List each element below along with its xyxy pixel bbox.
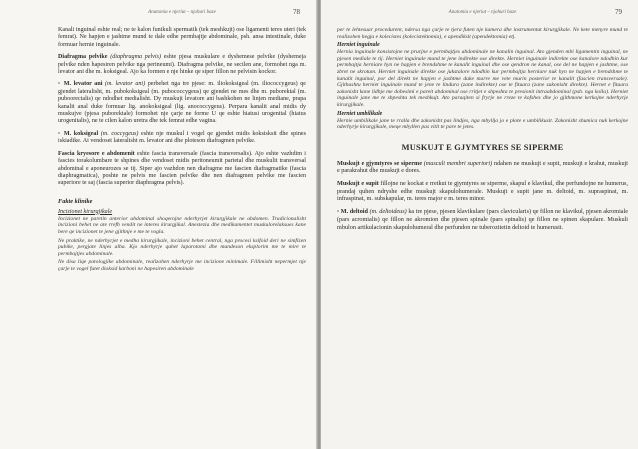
running-head-text: Anatomia e njeriut – njohuri baze [148,10,216,15]
latin-term: (diaphragma pelvis) [110,54,161,61]
paragraph-upper-limb-muscles [337,160,628,175]
bullet-icon: ▫ [337,208,340,215]
paragraph-text: Kanali inguinal eshte real; ne te kalon funikuli spermatik (tek meshkujt) ose ligamenti teres uteri (tek femrat). Ne hapjen e jashtme mund te dale edhe permbajtje abdominale, psh. ansa intestinale, duke formuar hernie inguinale. [58,27,306,48]
clinical-facts-heading: Fakte klinike [58,197,93,205]
paragraph-levator-ani [58,81,306,125]
page-number-right: 79 [615,8,622,16]
right-page [321,0,638,449]
term-lead: M. levator ani [63,81,103,88]
running-head-text: Anatomia e njeriut – njohuri baze [448,10,517,15]
hernia-umbilical-text: Hernie umbilikale jane te rralla dhe zakonisht pas lindjes, nga mbyllja jo e plote e umbilikusit. Zakonisht shumica nuk kerkojne nderhyrje kirurgjikale, meqe mbyllen pas vitit te pare te jetes. [337,117,628,131]
term-lead: M. deltoid [340,207,368,215]
paragraph-text: ndahen ne muskujt e supit, muskujt e krahut, muskujt e parakrahut dhe muskujt e dores. [337,159,629,175]
clinical-intro: per te lehtesuar procedurenr, ndersa nga çarje te tjera futen nje kamera dhe instrumentat kirurgjikale. Ne kete menyre mund te realizohen hegja e kolecistes (kolecistektomia), e apendiksit (apendektomia) etj. [337,27,628,40]
hernia-umbilical-title: Herniet umbilikale [337,110,383,117]
paragraph-coccygeus [58,131,306,146]
clinical-paragraph: Incizionet ne paretin anterior abdominal shoqerojne nderhyrjet kirurgjikale ne abdomen. Tradicionalisht incizioni behet ne ate rrefh vendit ne interes kirurgjikal. Anestezia dhe medikamentet muskulorelaksues kane bere qe incizionet te jene gjithnje e me te vogla. [58,215,306,235]
term-lead: Muskujt e gjymtyres se siperme [337,159,422,167]
paragraph-inguinal-canal [58,27,306,49]
term-lead: Muskujt e supit [337,179,379,187]
running-head-left [58,10,306,19]
term-lead: Diafragma pelvike [58,54,108,61]
bullet-icon: ▫ [58,81,62,88]
paragraph-text: eshte pjesa muskulare e dyshemese pelvike (dyshemeja pelvike nden hapesiren pelvike nga perineumi). Diafragma pelvike, ne secilen ane, formohet nga m. levator ani dhe m. koksigeal. Ajo ka formen e nje hinke qe siper fillon ne pelvisin kockor. [58,54,306,76]
clinical-text-block [58,216,306,273]
upper-limb-block [337,160,628,232]
hernia-inguinal-title: Herniet inguinale [337,42,380,49]
term-lead: Fascia kryesore e abdomenit [58,150,135,157]
paragraph-text: fillojne ne kockat e rretkut te gjymtyres se siperme, skapul e klavikul, dhe perfundojne ne humerus, prandaj quhen ndryshe edhe muskujt skapulohumerale. Muskujt e supit jane m. deltoid, m. supraspinat, m. infraspinat, m. subskapular, m. teres major e m. teres minor. [337,179,629,203]
chapter-title: MUSKUJT E GJYMTYRES SE SIPERME [401,142,564,152]
term-lead: M. koksigeal [63,130,99,137]
paragraph-fascia [58,151,306,188]
clinical-subheading: Incizionet kirurgjikale [58,208,113,215]
paragraph-pelvic-diaphragm [58,54,306,76]
paragraph-text: perbehet nga tre pjese: m. iliokoksigeal (m. iliococcygeus) qe gjendet lateralisht, m. pubokoksigeal (m. pubococcygeus) qe gjendet ne mes dhe m. puborektal (m. puboorectalis) qe ndodhet medialisht. Dy muskujt levatore ani bashkohen ne linjen mediane, prapa kanalit anal duke formuar lig. anokoksigeal (lig. anococcygeus). Perpara kanalit anal midis dy muskujve (pjesa puborektale) formohet nje çarje ne forme U qe eshte hiatusi urogenital (hiatus urogenitalis), ne te cilen kalon uretra dhe tek femrat edhe vagina. [58,81,306,125]
paragraph-text: eshte nje muskul i vogel qe gjendet midis koksisksit dhe spines iskiadike. Ai vendoset lateralisht m. levator ani dhe ploteson diafragmen pelvike. [58,130,306,145]
paragraph-text: ka tre pjese, pjesen klavikulare (pars clavicularis) qe fillon ne klavikul, pjesen akromiale (pars acromialis) qe fillon ne akromion dhe pjesen spinale (pars spinalis) qe fillon ne spinen skapulare. Muskuli mbulon artikulacionin skapulohumeral dhe perfundon ne tuberozitetin deltoid te humerusit. [337,207,629,231]
latin-term: (musculi membri superiori) [423,159,493,167]
hernia-clinical-block [337,27,628,131]
page-number-left: 78 [293,8,300,16]
left-page [0,0,318,449]
paragraph-text: eshte fascia transversale (fascia transversalis). Ajo eshte vazhdim i fascies torakolumbare te shpines dhe vendoset midis peritoneumit parietal dhe muskulit transversal abdominal e aponeurozes se tij. Siper ajo vazhdon nen diafragme me fascien diafragmatike (fascia diaphragmatica), poshte ne pelvis me fascien pelvike dhe nen diafragmen pelvike me fascien superiore te saj (fascia superior diaphragma pelvis). [58,150,306,187]
latin-term: (m. coccygeus) [100,130,139,137]
hernia-inguinal-text: Hernia inguinale konsistojne ne prurjne e permbajtjes abdominale ne kanalin inguinal. Ato gjenden mbi ligamentin inguinal, ne pjesen mediale te tij. Herniet inguinale mund te jene indirekte ose direkte. Herniet inguinale indirekte ose kanalore ndodhin kur permbajtja herniare hyn ne hapjen e brendshme te kanalit inguinal dhe ose qendron ne kanal, ose del ne hapjen e jashtme, ose zbret ne skrotum. Herniet inguinale direkte ose jukstalore ndodhin kur permbajtja herniare nuk hyn ne hapjen e brendshme te kanalit inguinal, por del direkt ne hapjen e jashtme duke marre me vete murin posterior te kanalit (fascien transversale). Gjithashtu herniet inguinale mund te jene te lindura (zane indirekte) ose te fituara (zane zakonisht direkte). Hernet e fituara zakonisht kane lidhje me dobesimi e pareit abdominal ose rritjet e shpeshta te presionit intraabdominal (psh. nga kolla). Herniet inguinale jane me te shpeshta tek meshkujt. Ato paraqiten si fryrje ne rreze te kofshes dhe jo gjithmone kerkojne nderhyrje kirurgjikale. [337,49,628,108]
latin-term: (m. deltoideus) [369,207,407,215]
paragraph-deltoid [337,208,628,232]
latin-term: (m. levator ani) [105,81,146,88]
paragraph-shoulder-muscles [337,180,628,203]
bullet-icon: ▫ [58,130,62,137]
clinical-paragraph: Ne disa liqe patologjike abdominale, realizohen nderhyrje me incizione minimale. Fillimisht nepermjet nje çarje te vogel futet dioksid karboni ne hapesiren abdominale [58,259,306,272]
clinical-paragraph: Ne praktike, ne nderhyrjet e medha kirurgjikale, incizioni behet central, nga procesi ksifoid deri ne simfizen pubike, pergjate linjes alba. Kjo nderhyrje quhet laparotomi dhe mundeson eksplorim me te mire te permbajtjes abdominale. [58,237,306,257]
running-head-right [337,10,628,19]
